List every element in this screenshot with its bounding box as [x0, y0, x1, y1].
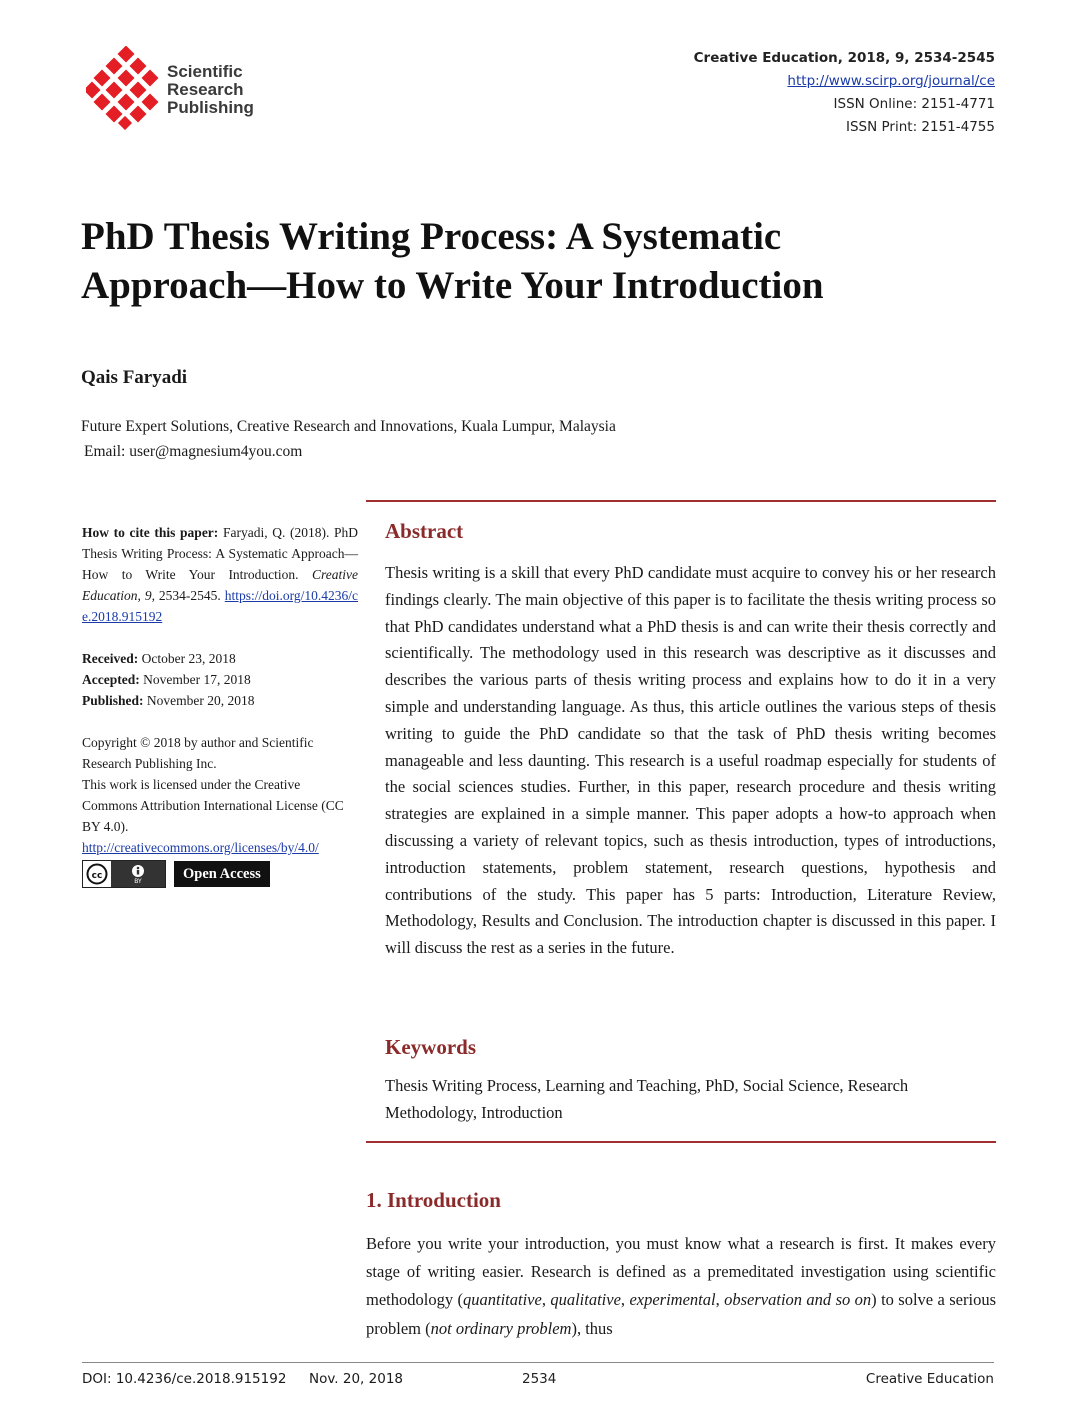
keywords-heading: Keywords: [385, 1035, 476, 1059]
cite-pages: 2534-2545.: [158, 588, 221, 603]
accepted-label: Accepted:: [82, 672, 140, 687]
abstract-heading: Abstract: [385, 519, 464, 543]
journal-url-link[interactable]: http://www.scirp.org/journal/ce: [787, 73, 995, 89]
license-block: [82, 732, 358, 888]
footer-page-number: 2534: [522, 1371, 557, 1387]
license-text: This work is licensed under the Creative Commons Attribution International License (CC BY 4.0).: [82, 777, 344, 834]
logo-diamonds: [86, 46, 158, 130]
cc-by-badge[interactable]: [82, 860, 166, 888]
abstract-bottom-rule: [366, 1141, 996, 1143]
publisher-name-line: Publishing: [167, 98, 254, 117]
author-email: Email: user@magnesium4you.com: [84, 443, 303, 460]
copyright-text: Copyright © 2018 by author and Scientific Research Publishing Inc.: [82, 735, 314, 771]
intro-italic-segment: not ordinary problem: [430, 1318, 572, 1338]
introduction-heading: 1. Introduction: [366, 1188, 501, 1212]
cite-text: Faryadi, Q. (2018). PhD Thesis Writing Process: A Systematic Approach—How to Write Your Introduction.: [82, 525, 359, 582]
published-label: Published:: [82, 693, 144, 708]
article-info-sidebar: [82, 522, 358, 888]
accepted-date: November 17, 2018: [143, 672, 251, 687]
journal-citation: Creative Education, 2018, 9, 2534-2545: [693, 50, 995, 66]
received-date: October 23, 2018: [141, 651, 236, 666]
publisher-name-line: Scientific: [167, 62, 243, 81]
abstract-top-rule: [366, 500, 996, 502]
intro-text-segment: ,: [541, 1290, 551, 1310]
journal-info: [694, 47, 995, 139]
dates-block: [82, 648, 358, 711]
introduction-text: [366, 1230, 996, 1343]
published-date: November 20, 2018: [146, 693, 255, 708]
intro-text-segment: ,: [620, 1290, 630, 1310]
cite-journal: Creative Education,: [82, 567, 359, 603]
footer-doi: DOI: 10.4236/ce.2018.915192: [82, 1371, 287, 1387]
intro-text-segment: Before you write your introduction, you must know what a research is first. It makes every stage of writing easier. Research is defined as a premeditated investigation using scientific methodology (: [366, 1234, 996, 1310]
paper-title-line: Approach—How to Write Your Introduction: [81, 264, 824, 307]
keywords-text: Thesis Writing Process, Learning and Teaching, PhD, Social Science, Research Methodology, Introduction: [385, 1076, 909, 1122]
intro-text-segment: ,: [715, 1290, 725, 1310]
cite-label: How to cite this paper:: [82, 525, 219, 540]
intro-text-segment: ) to solve a serious problem (: [366, 1290, 997, 1338]
open-access-badge: Open Access: [174, 861, 270, 887]
license-link[interactable]: http://creativecommons.org/licenses/by/4.0/: [82, 840, 319, 855]
intro-italic-segment: qualitative: [550, 1290, 621, 1310]
author-name: Qais Faryadi: [81, 367, 188, 388]
citation-block: [82, 522, 358, 627]
abstract-text: Thesis writing is a skill that every PhD candidate must acquire to convey his or her research findings clearly. The main objective of this paper is to facilitate the thesis writing process so that PhD candidates understand what a PhD thesis is and can write their thesis correctly and scientifically. The methodology used in this research was descriptive as it discusses and describes the various parts of thesis writing process and explains how to do it in a very simple and understanding language. As thus, this article outlines the various steps of thesis writing to guide the PhD candidate so that the task of PhD thesis writing becomes manageable and less daunting. This research is a useful roadmap especially for students of the social sciences studies. Further, in this paper, research procedure and thesis writing strategies are explained in a simple manner. This paper adopts a how-to approach when discussing a variety of relevant topics, such as thesis introduction, types of introductions, introduction statements, problem statement, research questions, hypothesis and contributions of the study. This paper has 5 parts: Introduction, Literature Review, Methodology, Results and Conclusion. The introduction chapter is discussed in this paper. I will discuss the rest as a series in the future.: [385, 563, 996, 958]
doi-link[interactable]: https://doi.org/10.4236/ce.2018.915192: [82, 588, 358, 624]
by-icon: [111, 861, 165, 887]
issn-online: ISSN Online: 2151-4771: [833, 96, 995, 112]
affiliation-text: Future Expert Solutions, Creative Research and Innovations, Kuala Lumpur, Malaysia: [81, 418, 616, 435]
paper-title-line: PhD Thesis Writing Process: A Systematic: [81, 215, 782, 258]
footer-rule: [82, 1362, 994, 1363]
paper-title: [81, 212, 1001, 310]
intro-italic-segment: quantitative: [462, 1290, 542, 1310]
cite-volume: 9,: [144, 588, 155, 603]
issn-print: ISSN Print: 2151-4755: [846, 119, 995, 135]
intro-italic-segment: experimental: [629, 1290, 716, 1310]
cc-by-label: BY: [134, 877, 142, 885]
license-badges: [82, 860, 358, 888]
intro-text-segment: ), thus: [571, 1318, 613, 1338]
author-affiliation: [81, 414, 616, 464]
footer-date: Nov. 20, 2018: [309, 1371, 403, 1387]
svg-text:cc: cc: [91, 871, 103, 881]
received-label: Received:: [82, 651, 139, 666]
cc-icon: [83, 861, 111, 887]
publisher-name: [167, 63, 254, 117]
publisher-name-line: Research: [167, 80, 244, 99]
footer-journal: Creative Education: [865, 1371, 994, 1387]
publisher-logo: [86, 46, 166, 130]
intro-italic-segment: observation and so on: [724, 1290, 872, 1310]
